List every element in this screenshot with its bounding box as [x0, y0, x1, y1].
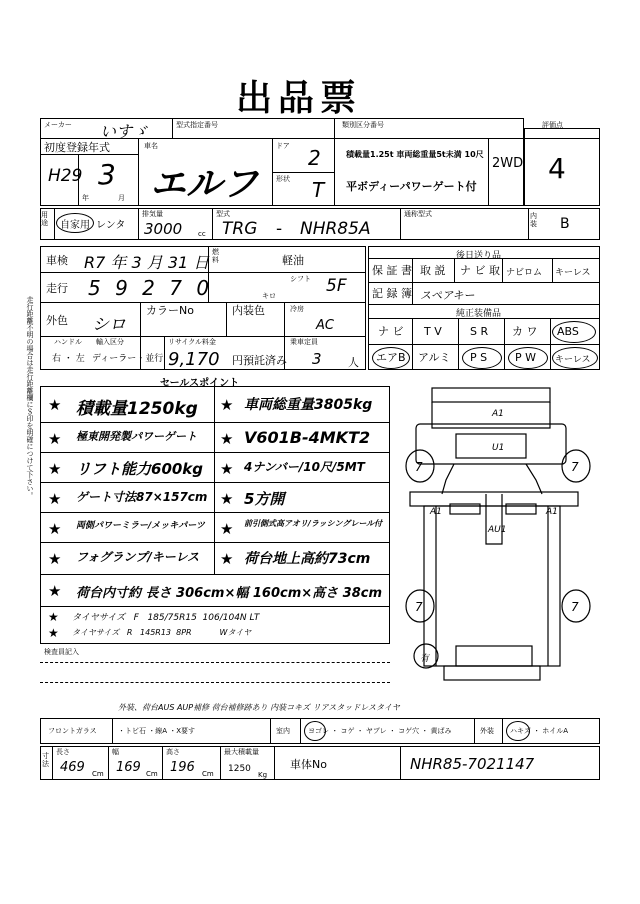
sales-point: 両側パワーミラー/メッキパーツ	[76, 521, 205, 531]
inspector-label: 検査員記入	[44, 648, 79, 656]
type-prefix: TRG	[222, 219, 258, 239]
sales-star: ★	[220, 430, 234, 448]
vin-value: NHR85-7021147	[410, 755, 535, 773]
equip-keyless: キーレス	[555, 355, 591, 365]
reg-month: 3	[98, 158, 116, 191]
car-name: エルフ	[150, 164, 259, 205]
acc-spare-key: スペアキー	[420, 289, 475, 302]
body-note: 平ボディーパワーゲート付	[346, 180, 477, 193]
rating-label: 評価点	[542, 121, 563, 129]
sales-star: ★	[48, 520, 62, 538]
tire-rl-code: 7	[415, 600, 423, 614]
windshield	[456, 434, 526, 458]
category-label: 類別区分番号	[342, 121, 384, 129]
common-type-label: 通称型式	[404, 210, 432, 218]
type-label: 型式	[216, 210, 230, 218]
length-value: 469	[60, 760, 85, 775]
shape-value: T	[312, 178, 325, 202]
use-label: 用途	[41, 211, 48, 227]
load-value: 1250	[228, 764, 251, 774]
exterior-value: シロ	[92, 315, 126, 335]
ext-label: 外装	[480, 727, 494, 735]
ext-value: ハキズ ・ ホイルA	[510, 727, 569, 735]
damage-au1: AU1	[488, 525, 507, 535]
maker-value: いすゞ	[100, 122, 149, 141]
sales-point: 4ナンバー/10尺/5MT	[244, 460, 365, 474]
sales-point: V601B-4MKT2	[244, 428, 371, 447]
acc-torisetsu: 取 説	[420, 264, 446, 277]
cargo-dims: 荷台内寸約 長さ 306cm×幅 160cm×高さ 38cm	[76, 586, 383, 601]
acc-kirokubo: 記 録 簿	[372, 287, 412, 300]
first-reg-label: 初度登録年式	[44, 141, 110, 154]
sales-point: 前引側式高アオリ/ラッシングレール付	[244, 519, 383, 528]
vin-label: 車体No	[290, 758, 327, 771]
rating-value: 4	[548, 152, 566, 185]
use-rental: レンタ	[96, 220, 126, 231]
handle-label: ハンドル	[54, 338, 82, 346]
equip-alumi: アルミ	[418, 351, 451, 364]
tire1-star: ★	[48, 610, 59, 624]
sales-star: ★	[48, 550, 62, 568]
sales-star: ★	[48, 430, 62, 448]
tire-front: タイヤサイズ F 185/75R15 106/104N LT	[72, 613, 260, 623]
color-no-label: カラーNo	[146, 304, 194, 317]
acc-navi-tori: ナ ビ 取	[460, 264, 500, 277]
cab-lines	[442, 464, 542, 494]
gate	[456, 646, 532, 666]
sales-point: 5方開	[244, 490, 285, 508]
load-label: 最大積載量	[224, 748, 259, 756]
cargo-star: ★	[48, 582, 62, 600]
use-private: 自家用	[60, 220, 90, 231]
shape-label: 形状	[276, 175, 290, 183]
year-unit: 年	[82, 194, 89, 202]
damage-u1: U1	[492, 443, 505, 453]
room-label: 室内	[276, 727, 290, 735]
handle-value: 右 ・ 左	[52, 354, 85, 364]
cab-roof-outline	[432, 388, 550, 402]
recycle-label: リサイクル料金	[168, 338, 217, 346]
capacity-value: 3	[312, 350, 322, 368]
sales-star: ★	[48, 396, 62, 414]
sales-star: ★	[220, 550, 234, 568]
tire2-star: ★	[48, 626, 59, 640]
sales-star: ★	[48, 490, 62, 508]
mileage-label: 走行	[46, 282, 68, 295]
fuel-value: 軽油	[282, 254, 304, 267]
sales-star: ★	[220, 460, 234, 478]
maker-label: メーカー	[44, 121, 72, 129]
recycle-unit: 円預託済み	[232, 354, 287, 367]
exterior-label: 外色	[46, 314, 68, 327]
sales-label: セールスポイント	[160, 378, 240, 389]
drive-value: 2WD	[492, 156, 524, 171]
sales-point: フォグランプ/キーレス	[76, 550, 200, 564]
frame-center	[486, 494, 502, 544]
capacity-unit: 人	[348, 356, 359, 369]
sales-star: ★	[48, 460, 62, 478]
glass-label: フロントガラス	[48, 727, 97, 735]
equip-airbag: エアB	[376, 351, 406, 364]
recycle-value: 9,170	[168, 349, 220, 370]
tire-fr-code: 7	[571, 460, 579, 474]
car-name-label: 車名	[144, 142, 158, 150]
width-label: 幅	[112, 748, 119, 756]
damage-a1-right: A1	[546, 507, 558, 517]
month-unit: 月	[118, 194, 125, 202]
shift-label: シフト	[290, 275, 311, 283]
tire-rear: タイヤサイズ R 145R13 8PR Wタイヤ	[72, 628, 252, 637]
height-value: 196	[170, 760, 195, 775]
height-unit: Cm	[202, 770, 214, 778]
cc-label: 排気量	[142, 210, 163, 218]
inner-label: 内装	[530, 212, 537, 228]
glass-value: ・トビ石 ・線A ・X要す	[118, 727, 196, 735]
spec-note: 積載量1.25t 車両総重量5t未満 10尺	[346, 150, 484, 159]
sales-point: 車両総重量3805kg	[244, 397, 373, 413]
equip-pw: P W	[515, 351, 537, 364]
sales-point: 荷台地上高約73cm	[244, 551, 371, 567]
length-label: 長さ	[56, 748, 70, 756]
mileage-value: 5 9 2 7 0	[88, 276, 214, 300]
sales-point: 極東開発製パワーゲート	[76, 430, 197, 443]
tire-rr-code: 7	[571, 600, 579, 614]
sales-point: 積載量1250kg	[76, 399, 198, 419]
tire-fl-code: 7	[415, 460, 423, 474]
import-value: ディーラー・並行	[92, 354, 164, 364]
width-value: 169	[116, 760, 141, 775]
equip-ps: P S	[470, 351, 488, 364]
km-unit: キロ	[262, 292, 276, 300]
equip-navi: ナ ビ	[378, 325, 404, 338]
ac-label: 冷房	[290, 305, 304, 313]
import-label: 輸入区分	[96, 338, 124, 346]
sales-point: リフト能力600kg	[76, 460, 204, 478]
sales-star: ★	[220, 520, 234, 538]
inspection-label: 車検	[46, 254, 68, 267]
truck-diagram	[396, 384, 602, 694]
ac-value: AC	[316, 318, 334, 333]
side-note: 走行距離不明の場合は走行距離欄に＄印を明確につけて下さい。	[26, 296, 34, 499]
shift-value: 5F	[326, 276, 347, 296]
width-unit: Cm	[146, 770, 158, 778]
doors-value: 2	[308, 146, 321, 170]
height-label: 高さ	[166, 748, 180, 756]
room-value: ヨゴレ ・ コゲ ・ ヤブレ ・ コゲ穴 ・ 黄ばみ	[308, 727, 452, 735]
accessories-label: 後日送り品	[456, 251, 502, 261]
load-unit: Kg	[258, 771, 268, 779]
capacity-label: 乗車定員	[290, 338, 318, 346]
equip-abs: ABS	[557, 325, 579, 338]
model-code-label: 型式指定番号	[176, 121, 218, 129]
sales-star: ★	[220, 490, 234, 508]
length-unit: Cm	[92, 770, 104, 778]
interior-color-label: 内装色	[232, 304, 265, 317]
sales-point: ゲート寸法87×157cm	[76, 490, 208, 504]
page-title: 出品票	[236, 77, 363, 119]
spare-mark: 有	[420, 654, 430, 664]
reg-year: H29	[48, 166, 83, 186]
cc-unit: cc	[198, 230, 206, 238]
inner-value: B	[560, 216, 570, 232]
acc-keyless: キーレス	[555, 268, 591, 278]
inspection-value: R7 年 3 月 31 日	[84, 253, 210, 272]
equip-sr: S R	[470, 325, 489, 338]
sales-star: ★	[220, 396, 234, 414]
remarks: 外装、荷台AUS AUP補修 荷台補修跡あり 内装コキズ リアスタッドレスタイヤ	[118, 703, 400, 712]
acc-hoshosho: 保 証 書	[372, 264, 412, 277]
fuel-label: 燃料	[212, 248, 219, 264]
damage-a1-left: A1	[430, 507, 442, 517]
cc-value: 3000	[144, 220, 183, 238]
equip-kawa: カ ワ	[512, 325, 538, 338]
acc-navi-rom: ナビロム	[506, 268, 543, 278]
rear-bumper	[444, 666, 540, 680]
equip-tv: T V	[424, 325, 442, 338]
door-label: ドア	[276, 142, 290, 150]
damage-a1-top: A1	[492, 409, 504, 419]
dims-label: 寸法	[42, 752, 49, 768]
type-dash: -	[276, 219, 283, 239]
cargo-front-edge	[410, 492, 578, 506]
tires	[406, 450, 590, 668]
equip-label: 純正装備品	[456, 309, 502, 319]
type-code: NHR85A	[300, 219, 371, 239]
